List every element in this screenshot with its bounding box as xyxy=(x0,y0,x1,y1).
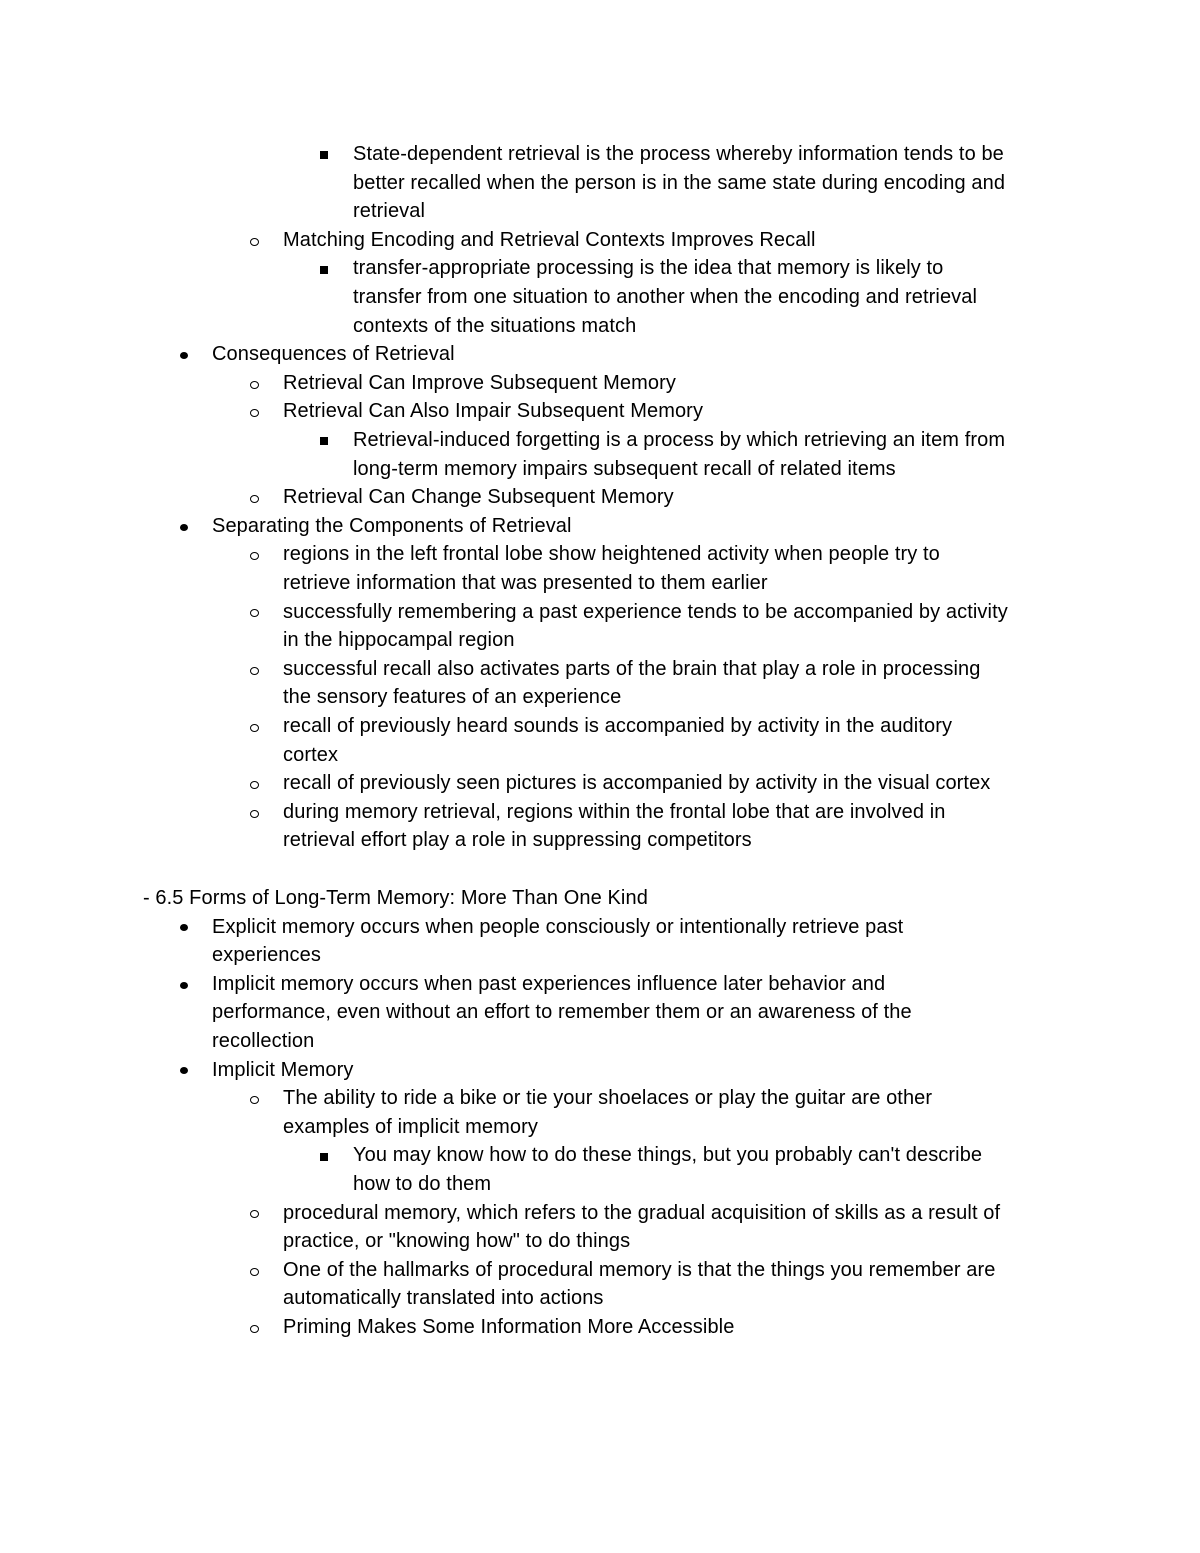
filled-disc-bullet-icon xyxy=(180,524,188,531)
hollow-circle-bullet-icon xyxy=(250,1210,259,1218)
hollow-circle-bullet-icon xyxy=(250,238,259,246)
hollow-circle-bullet-icon xyxy=(250,1268,259,1276)
text-line: in the hippocampal region xyxy=(283,629,515,652)
hollow-circle-bullet-icon xyxy=(250,381,259,389)
text-line: recall of previously heard sounds is accompanied by activity in the auditory xyxy=(283,715,953,737)
hollow-circle-bullet-icon xyxy=(250,667,259,675)
text-line: recall of previously seen pictures is accompanied by activity in the visual cortex xyxy=(283,772,991,795)
text-line: transfer from one situation to another when the encoding and retrieval xyxy=(353,286,978,308)
text-line: Retrieval Can Also Impair Subsequent Memory xyxy=(283,400,704,423)
text-line: Retrieval Can Improve Subsequent Memory xyxy=(283,371,676,394)
text-line: Explicit memory occurs when people consciously or intentionally retrieve past xyxy=(212,915,904,938)
text-line: procedural memory, which refers to the gradual acquisition of skills as a result of xyxy=(283,1201,1001,1224)
filled-square-bullet-icon xyxy=(320,437,328,445)
text-line: Implicit Memory xyxy=(212,1058,354,1081)
text-line: Retrieval-induced forgetting is a process by which retrieving an item from xyxy=(353,429,1006,451)
text-line: successful recall also activates parts of the brain that play a role in processing xyxy=(283,657,981,680)
text-line: the sensory features of an experience xyxy=(283,686,622,709)
text-line: recollection xyxy=(212,1030,315,1052)
text-line: State-dependent retrieval is the process whereby information tends to be xyxy=(353,143,1004,165)
hollow-circle-bullet-icon xyxy=(250,552,259,560)
text-line: automatically translated into actions xyxy=(283,1287,604,1310)
text-line: how to do them xyxy=(353,1173,492,1195)
hollow-circle-bullet-icon xyxy=(250,609,259,617)
text-line: successfully remembering a past experience tends to be accompanied by activity xyxy=(283,600,1008,623)
text-line: contexts of the situations match xyxy=(353,314,637,337)
text-line: experiences xyxy=(212,944,321,967)
text-line: The ability to ride a bike or tie your shoelaces or play the guitar are other xyxy=(283,1087,933,1110)
text-line: Implicit memory occurs when past experiences influence later behavior and xyxy=(212,972,886,995)
text-line: cortex xyxy=(283,743,339,766)
text-line: Separating the Components of Retrieval xyxy=(212,514,572,537)
hollow-circle-bullet-icon xyxy=(250,724,259,732)
hollow-circle-bullet-icon xyxy=(250,1096,259,1104)
filled-disc-bullet-icon xyxy=(180,982,188,989)
text-line: examples of implicit memory xyxy=(283,1115,538,1138)
text-line: better recalled when the person is in the same state during encoding and xyxy=(353,171,1006,194)
text-line: One of the hallmarks of procedural memory is that the things you remember are xyxy=(283,1258,996,1281)
filled-disc-bullet-icon xyxy=(180,1067,188,1074)
text-line: long-term memory impairs subsequent recall of related items xyxy=(353,457,896,480)
hollow-circle-bullet-icon xyxy=(250,810,259,818)
text-line: during memory retrieval, regions within the frontal lobe that are involved in xyxy=(283,800,946,823)
text-line: retrieve information that was presented to them earlier xyxy=(283,572,768,594)
text-line: You may know how to do these things, but you probably can't describe xyxy=(353,1144,983,1167)
text-line: transfer-appropriate processing is the idea that memory is likely to xyxy=(353,257,944,280)
text-line: Matching Encoding and Retrieval Contexts Improves Recall xyxy=(283,228,816,251)
hollow-circle-bullet-icon xyxy=(250,409,259,417)
text-line: retrieval xyxy=(353,200,426,223)
text-line: - 6.5 Forms of Long-Term Memory: More Than One Kind xyxy=(143,887,648,909)
hollow-circle-bullet-icon xyxy=(250,781,259,789)
filled-square-bullet-icon xyxy=(320,151,328,159)
filled-disc-bullet-icon xyxy=(180,924,188,931)
filled-square-bullet-icon xyxy=(320,1153,328,1161)
hollow-circle-bullet-icon xyxy=(250,1325,259,1333)
text-line: regions in the left frontal lobe show heightened activity when people try to xyxy=(283,543,940,566)
text-line: Consequences of Retrieval xyxy=(212,343,455,366)
hollow-circle-bullet-icon xyxy=(250,495,259,503)
filled-disc-bullet-icon xyxy=(180,352,188,359)
text-line: Retrieval Can Change Subsequent Memory xyxy=(283,486,674,509)
filled-square-bullet-icon xyxy=(320,266,328,274)
text-line: retrieval effort play a role in suppressing competitors xyxy=(283,829,752,852)
text-line: practice, or "knowing how" to do things xyxy=(283,1230,631,1253)
text-line: performance, even without an effort to remember them or an awareness of the xyxy=(212,1001,912,1024)
text-line: Priming Makes Some Information More Accessible xyxy=(283,1316,735,1338)
